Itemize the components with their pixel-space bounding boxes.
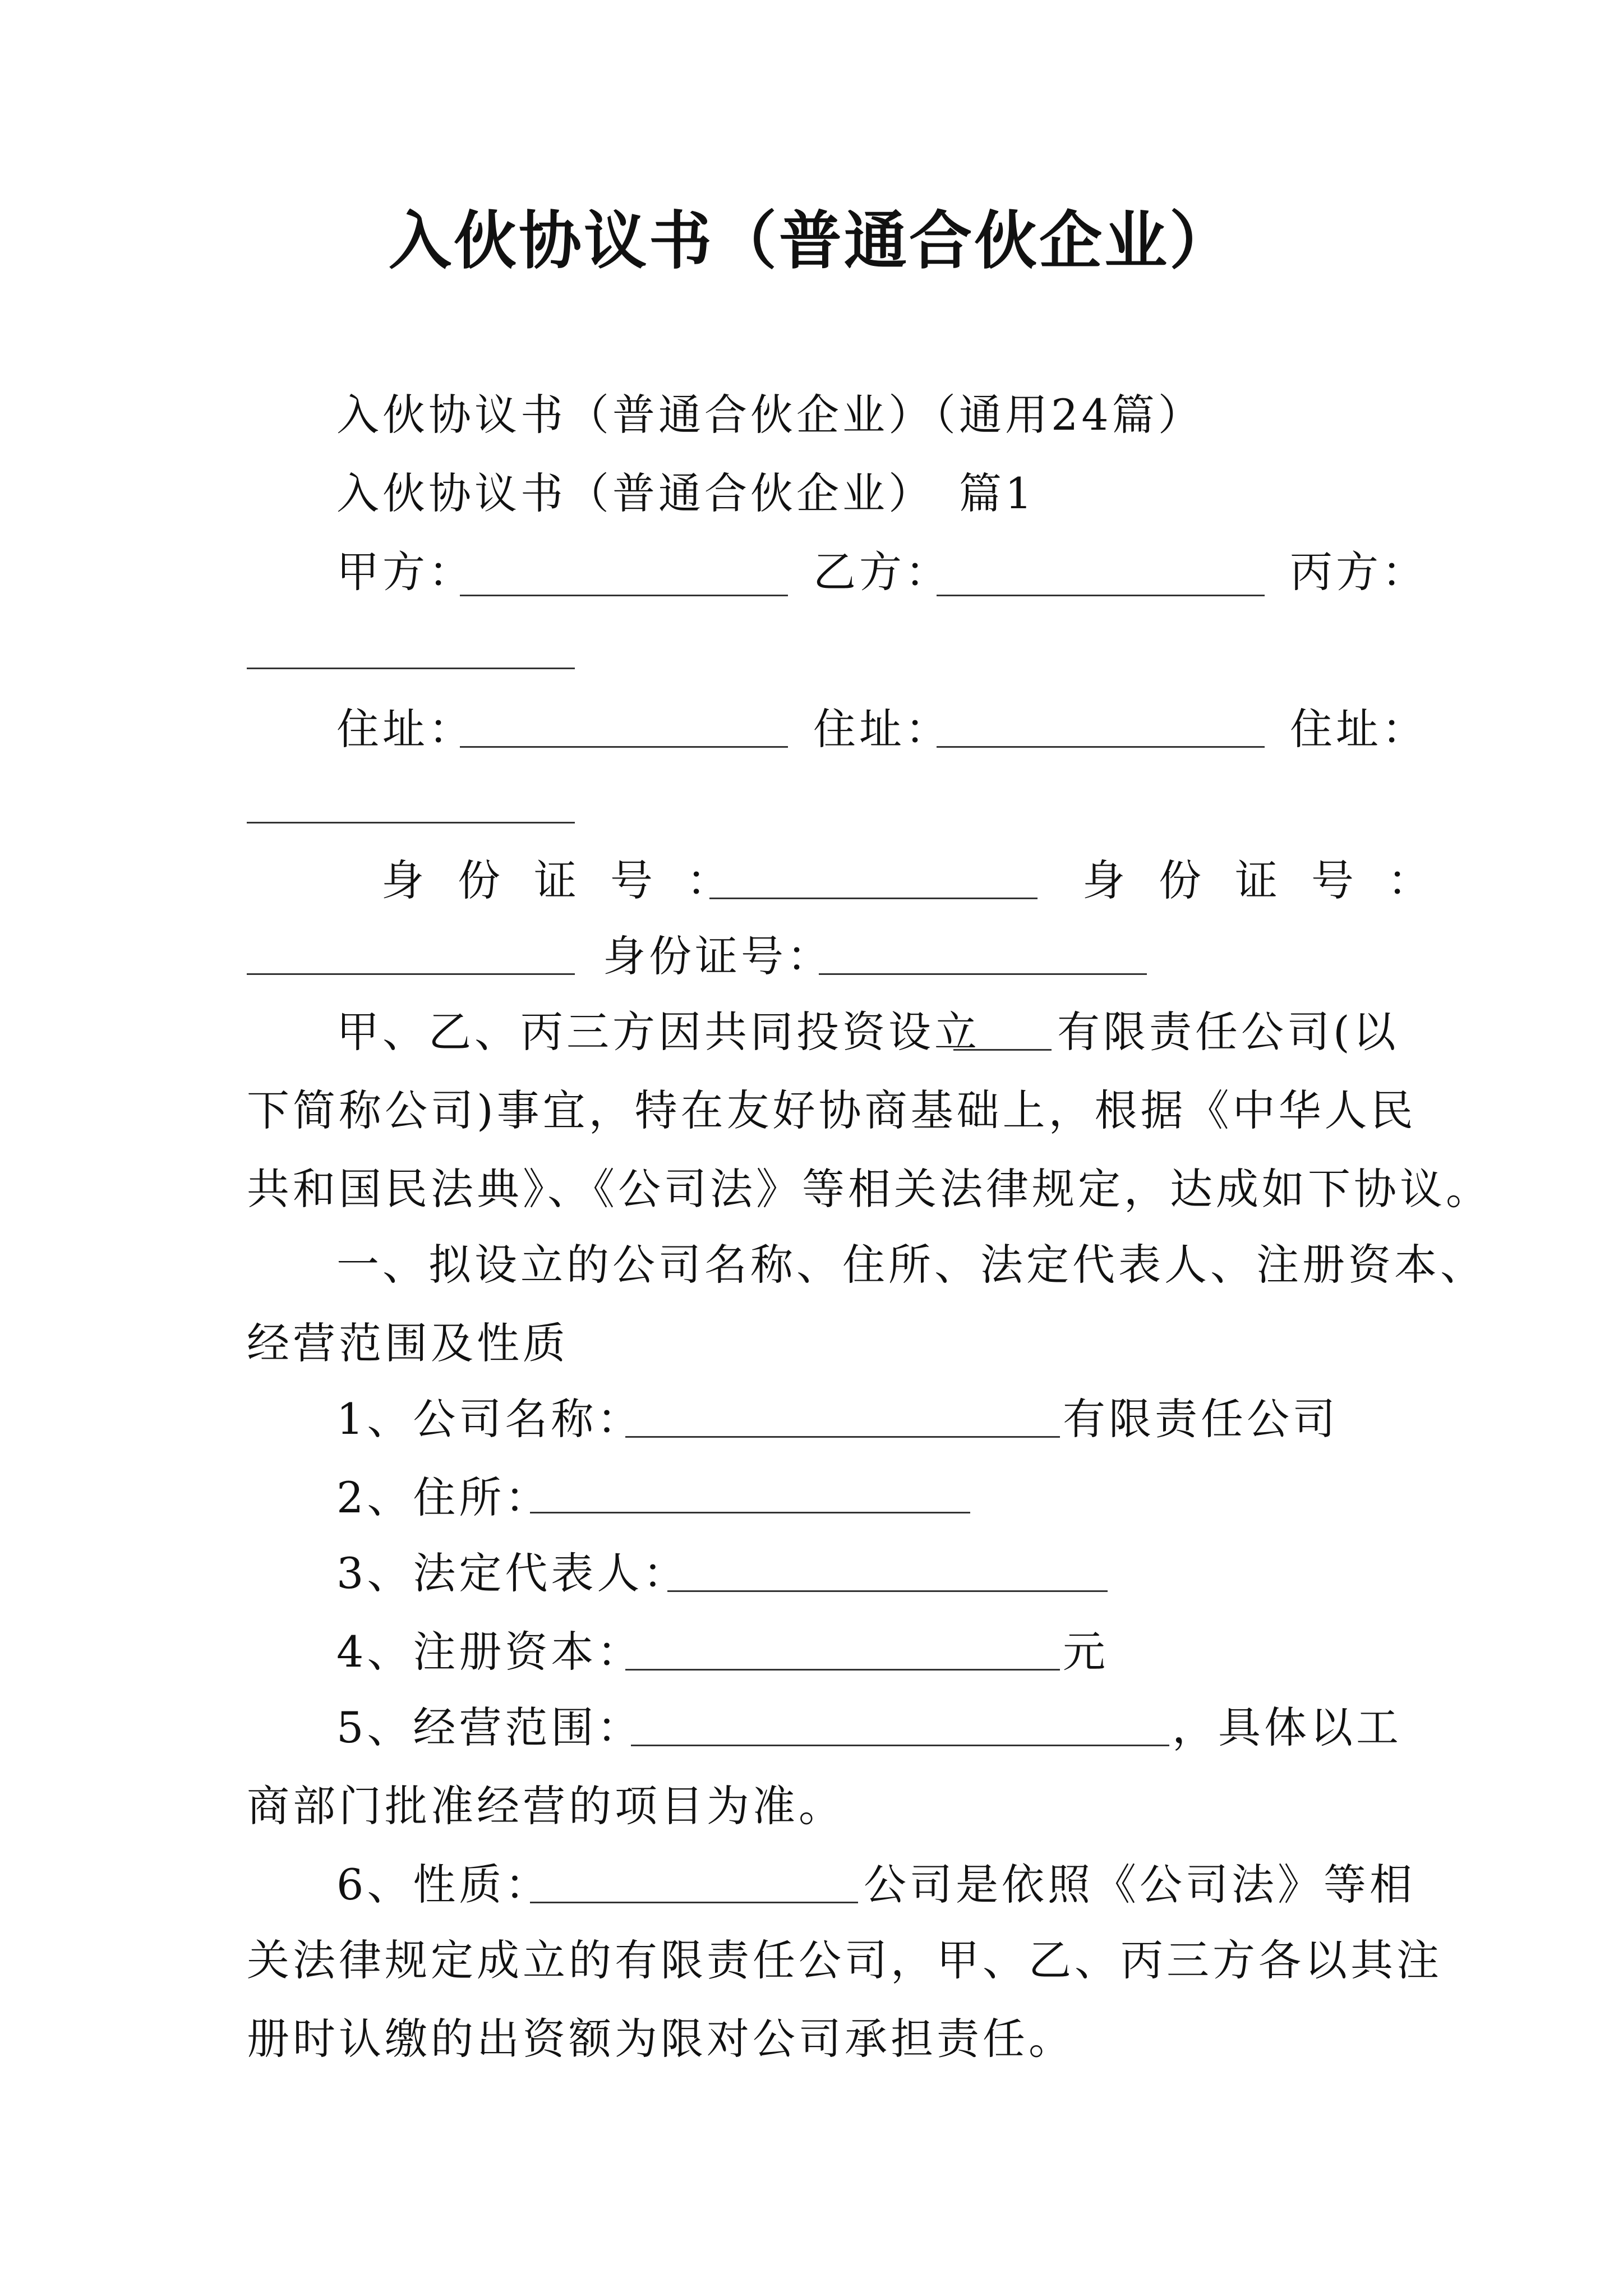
capital-blank[interactable] xyxy=(625,1669,1060,1671)
item-scope-label: 5、经营范围： xyxy=(336,1703,643,1752)
address-c-label: 住址： xyxy=(1290,704,1428,754)
item-company-name-suffix: 有限责任公司 xyxy=(1063,1394,1339,1444)
item-scope-suffix: ，具体以工 xyxy=(1172,1703,1402,1752)
party-c-label: 丙方： xyxy=(1290,547,1428,597)
document-title: 入伙协议书（普通合伙企业） xyxy=(389,204,1234,278)
party-b-label: 乙方： xyxy=(813,547,951,597)
item-capital-suffix: 元 xyxy=(1063,1627,1109,1677)
company-name-blank[interactable] xyxy=(625,1436,1060,1438)
id-b-blank[interactable] xyxy=(247,973,575,975)
company-address-blank[interactable] xyxy=(530,1512,970,1513)
intro-line-2: 下简称公司)事宜，特在友好协商基础上，根据《中华人民 xyxy=(247,1085,1417,1135)
item-capital-label: 4、注册资本： xyxy=(336,1627,643,1677)
nature-blank[interactable] xyxy=(530,1902,858,1903)
address-b-label: 住址： xyxy=(813,704,951,754)
item-nature-label: 6、性质： xyxy=(336,1860,551,1910)
scope-blank[interactable] xyxy=(631,1745,1169,1746)
item-nature-line-3: 册时认缴的出资额为限对公司承担责任。 xyxy=(247,2014,1075,2064)
legal-rep-blank[interactable] xyxy=(667,1590,1108,1592)
party-b-blank[interactable] xyxy=(937,595,1265,596)
item-scope-line-2: 商部门批准经营的项目为准。 xyxy=(247,1781,845,1831)
clause-1-line-2: 经营范围及性质 xyxy=(247,1318,569,1368)
company-name-blank-intro[interactable] xyxy=(953,1049,1052,1051)
intro-line-1b: 有限责任公司(以 xyxy=(1057,1007,1399,1057)
item-nature-suffix: 公司是依照《公司法》等相 xyxy=(864,1860,1415,1910)
party-c-blank[interactable] xyxy=(247,668,575,669)
id-c-blank[interactable] xyxy=(819,973,1147,975)
id-b-label: 身份证号： xyxy=(1082,855,1464,905)
section-heading: 入伙协议书（普通合伙企业） 篇1 xyxy=(336,468,1036,518)
item-address-label: 2、住所： xyxy=(336,1473,551,1522)
id-c-label: 身份证号： xyxy=(603,931,833,981)
party-a-label: 甲方： xyxy=(336,547,474,597)
item-company-name-label: 1、公司名称： xyxy=(336,1394,643,1444)
document-subtitle: 入伙协议书（普通合伙企业）（通用24篇） xyxy=(336,390,1204,440)
party-a-blank[interactable] xyxy=(460,595,788,596)
address-b-blank[interactable] xyxy=(937,746,1265,748)
clause-1-line-1: 一、拟设立的公司名称、住所、法定代表人、注册资本、 xyxy=(336,1240,1486,1290)
item-legal-rep-label: 3、法定代表人： xyxy=(336,1548,689,1598)
id-a-label: 身份证号： xyxy=(381,855,763,905)
item-nature-line-2: 关法律规定成立的有限责任公司，甲、乙、丙三方各以其注 xyxy=(247,1935,1442,1985)
id-a-blank[interactable] xyxy=(709,898,1038,899)
address-a-blank[interactable] xyxy=(460,746,788,748)
address-c-blank[interactable] xyxy=(247,822,575,823)
intro-line-1a: 甲、乙、丙三方因共同投资设立 xyxy=(336,1007,980,1057)
intro-line-3: 共和国民法典》、《公司法》等相关法律规定，达成如下协议。 xyxy=(247,1164,1492,1214)
address-a-label: 住址： xyxy=(336,704,474,754)
